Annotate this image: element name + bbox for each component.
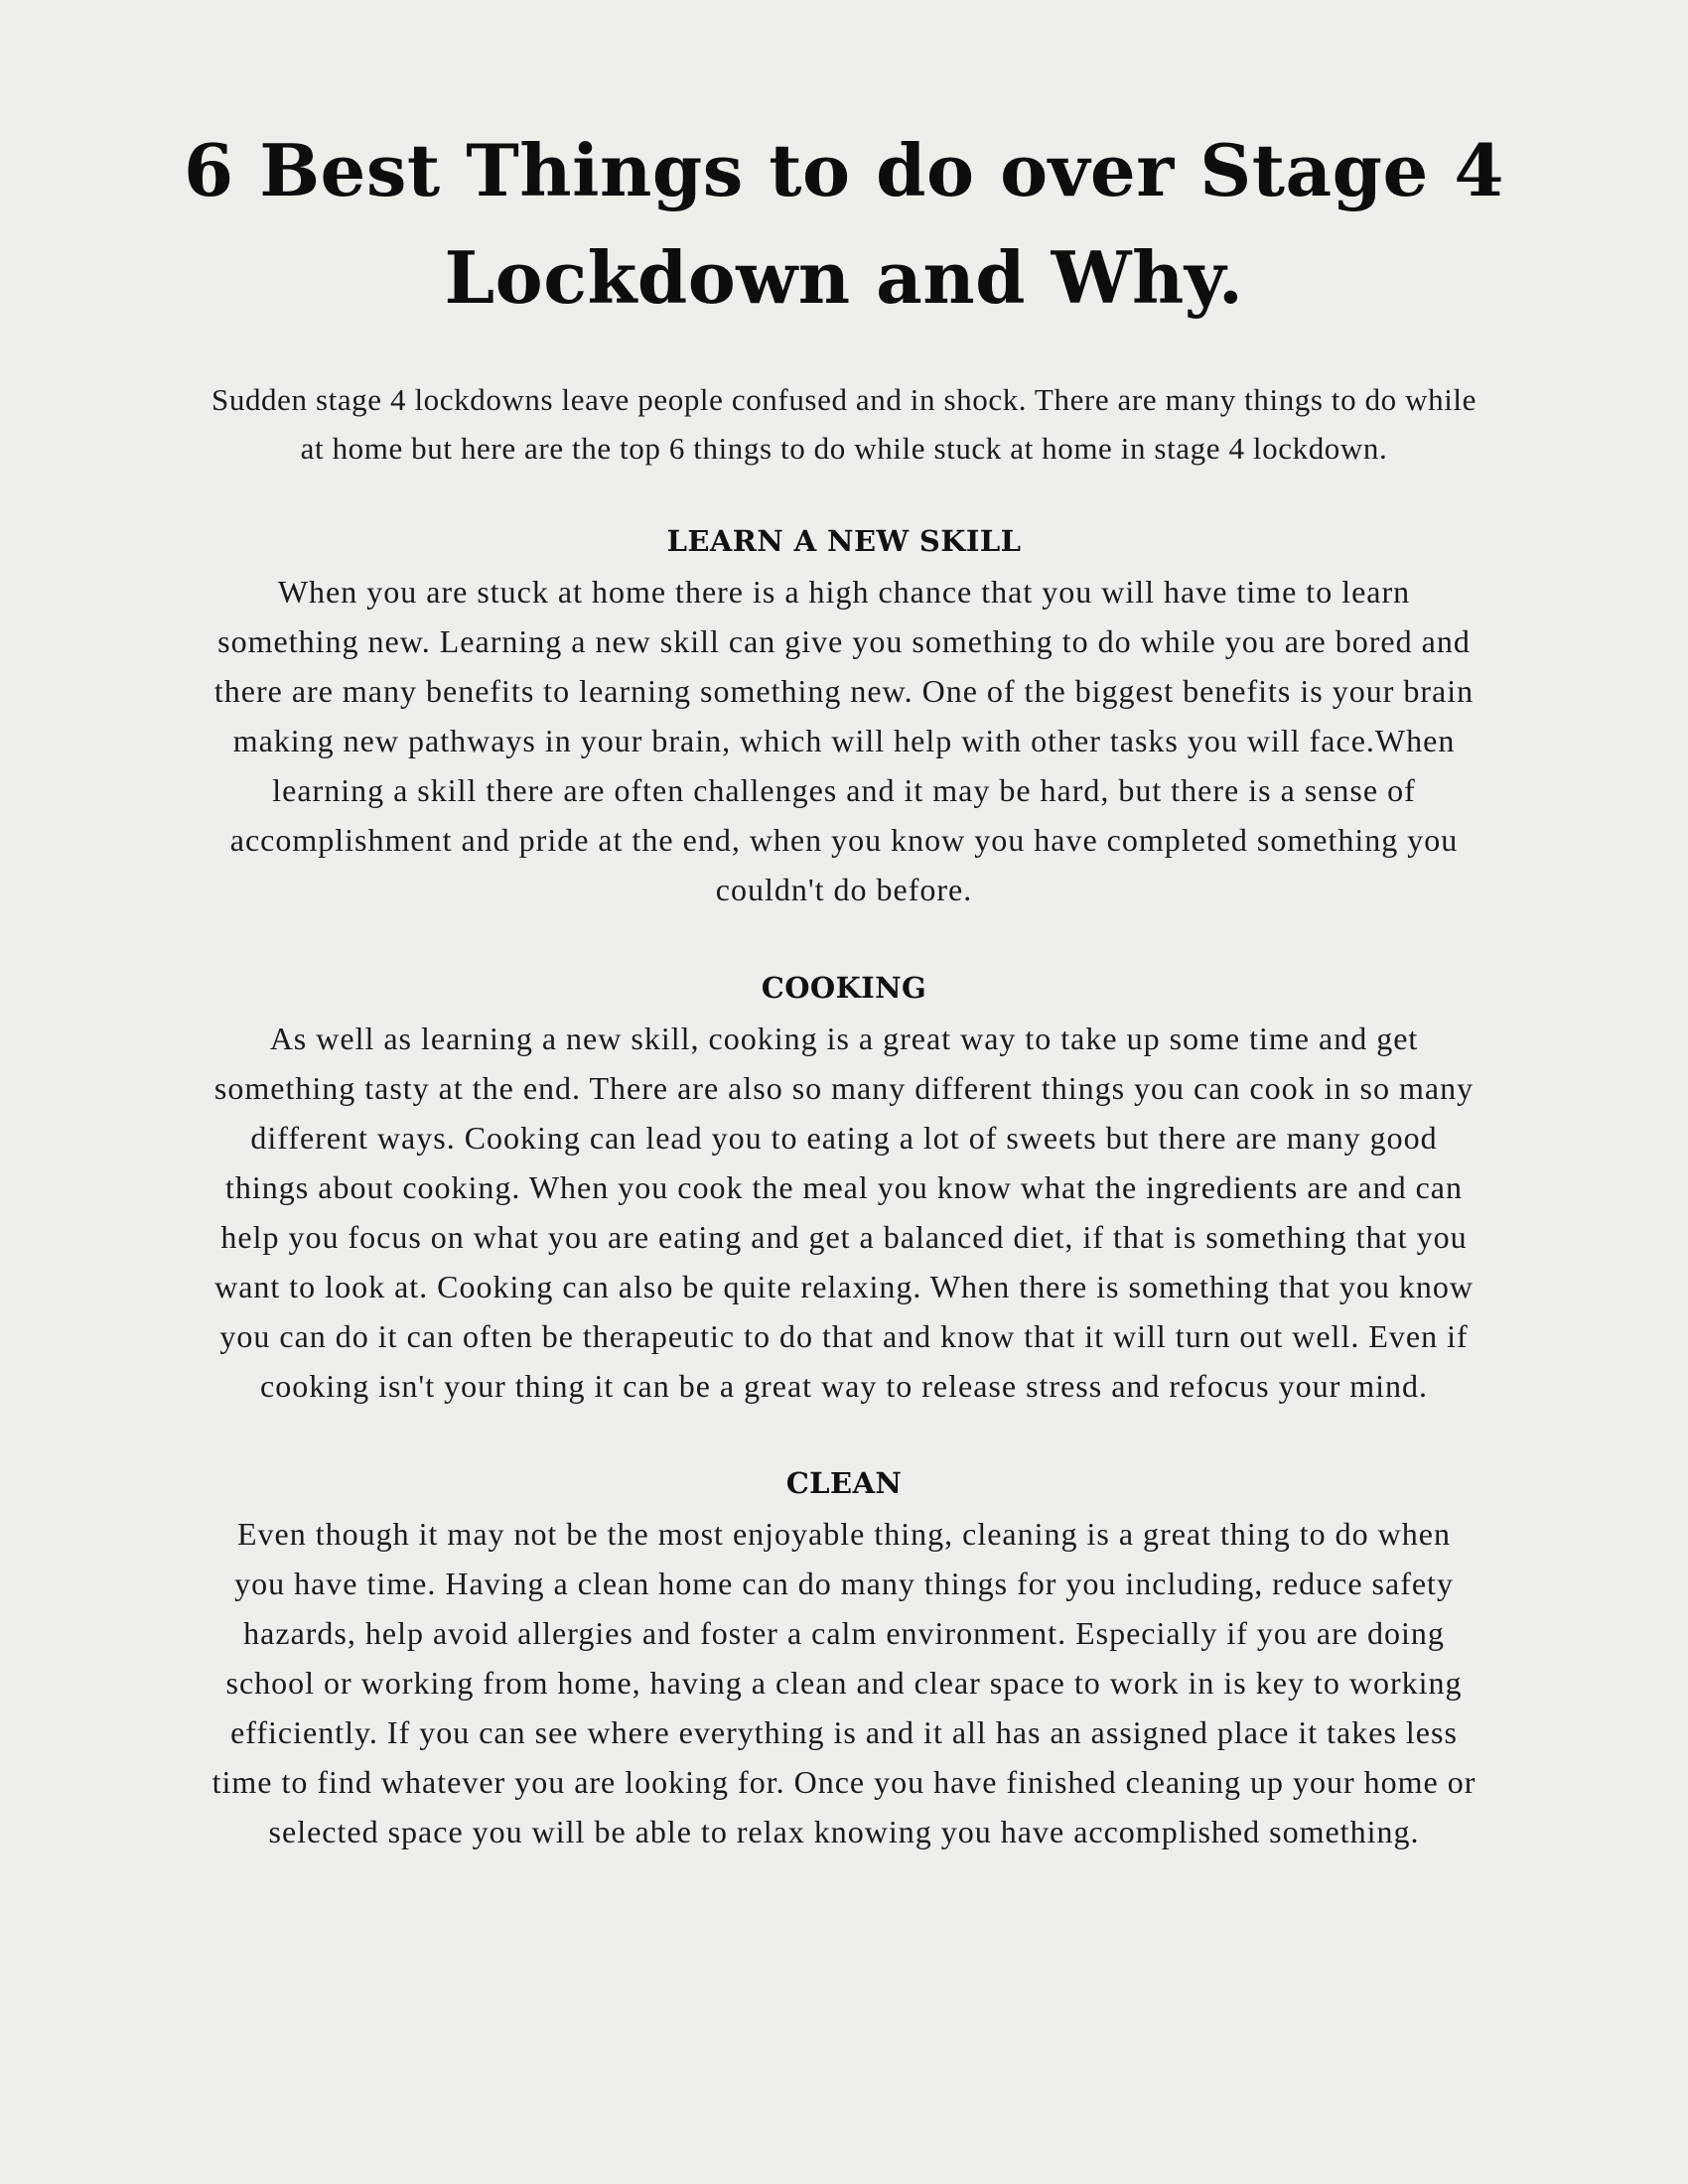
section-body <box>159 567 1529 914</box>
section-heading: CLEAN <box>785 1466 903 1500</box>
body-line: school or working from home, having a clean and clear space to work in is key to working <box>225 1665 1463 1701</box>
section-cooking <box>159 962 1529 1411</box>
body-line: learning a skill there are often challenges and it may be hard, but there is a sense of <box>272 772 1416 808</box>
body-line: different ways. Cooking can lead you to eating a lot of sweets but there are many good <box>250 1120 1438 1156</box>
body-line: there are many benefits to learning something new. One of the biggest benefits is your brain <box>213 673 1475 709</box>
section-heading: LEARN A NEW SKILL <box>666 524 1022 558</box>
body-line: As well as learning a new skill, cooking is a great way to take up some time and get <box>269 1021 1419 1056</box>
body-line: Even though it may not be the most enjoyable thing, cleaning is a great thing to do when <box>237 1516 1451 1552</box>
body-line: efficiently. If you can see where everything is and it all has an assigned place it takes less <box>230 1714 1458 1750</box>
intro-line-2: at home but here are the top 6 things to do while stuck at home in stage 4 lockdown. <box>300 431 1388 466</box>
body-line: accomplishment and pride at the end, when you know you have completed something you <box>229 822 1459 858</box>
section-body <box>159 1014 1529 1411</box>
body-line: help you focus on what you are eating and get a balanced diet, if that is something that you <box>220 1219 1468 1255</box>
body-line: things about cooking. When you cook the meal you know what the ingredients are and can <box>225 1169 1463 1205</box>
body-line: time to find whatever you are looking for. Once you have finished cleaning up your home or <box>211 1764 1477 1800</box>
intro-paragraph <box>159 375 1529 473</box>
body-line: hazards, help avoid allergies and foster a calm environment. Especially if you are doing <box>243 1615 1445 1651</box>
body-line: something new. Learning a new skill can give you something to do while you are bored and <box>217 623 1471 659</box>
section-body <box>159 1509 1529 1856</box>
body-line: cooking isn't your thing it can be a great way to release stress and refocus your mind. <box>259 1368 1428 1404</box>
body-line: you can do it can often be therapeutic to do that and know that it will turn out well. Even if <box>219 1318 1469 1354</box>
intro-line-1: Sudden stage 4 lockdowns leave people confused and in shock. There are many things to do while <box>211 382 1477 417</box>
body-line: want to look at. Cooking can also be quite relaxing. When there is something that you know <box>214 1269 1474 1304</box>
body-line: making new pathways in your brain, which will help with other tasks you will face.When <box>232 723 1456 758</box>
body-line: something tasty at the end. There are also so many different things you can cook in so many <box>213 1070 1475 1106</box>
body-line: When you are stuck at home there is a high chance that you will have time to learn <box>277 574 1411 610</box>
section-heading: COOKING <box>761 971 927 1005</box>
page-title <box>149 117 1539 332</box>
body-line: selected space you will be able to relax knowing you have accomplished something. <box>268 1814 1420 1849</box>
body-line: couldn't do before. <box>715 872 973 907</box>
title-line-1: 6 Best Things to do over Stage 4 <box>184 128 1504 212</box>
section-learn-a-new-skill <box>159 515 1529 914</box>
title-line-2: Lockdown and Why. <box>444 235 1244 320</box>
body-line: you have time. Having a clean home can do many things for you including, reduce safety <box>234 1566 1454 1601</box>
section-clean <box>159 1457 1529 1856</box>
